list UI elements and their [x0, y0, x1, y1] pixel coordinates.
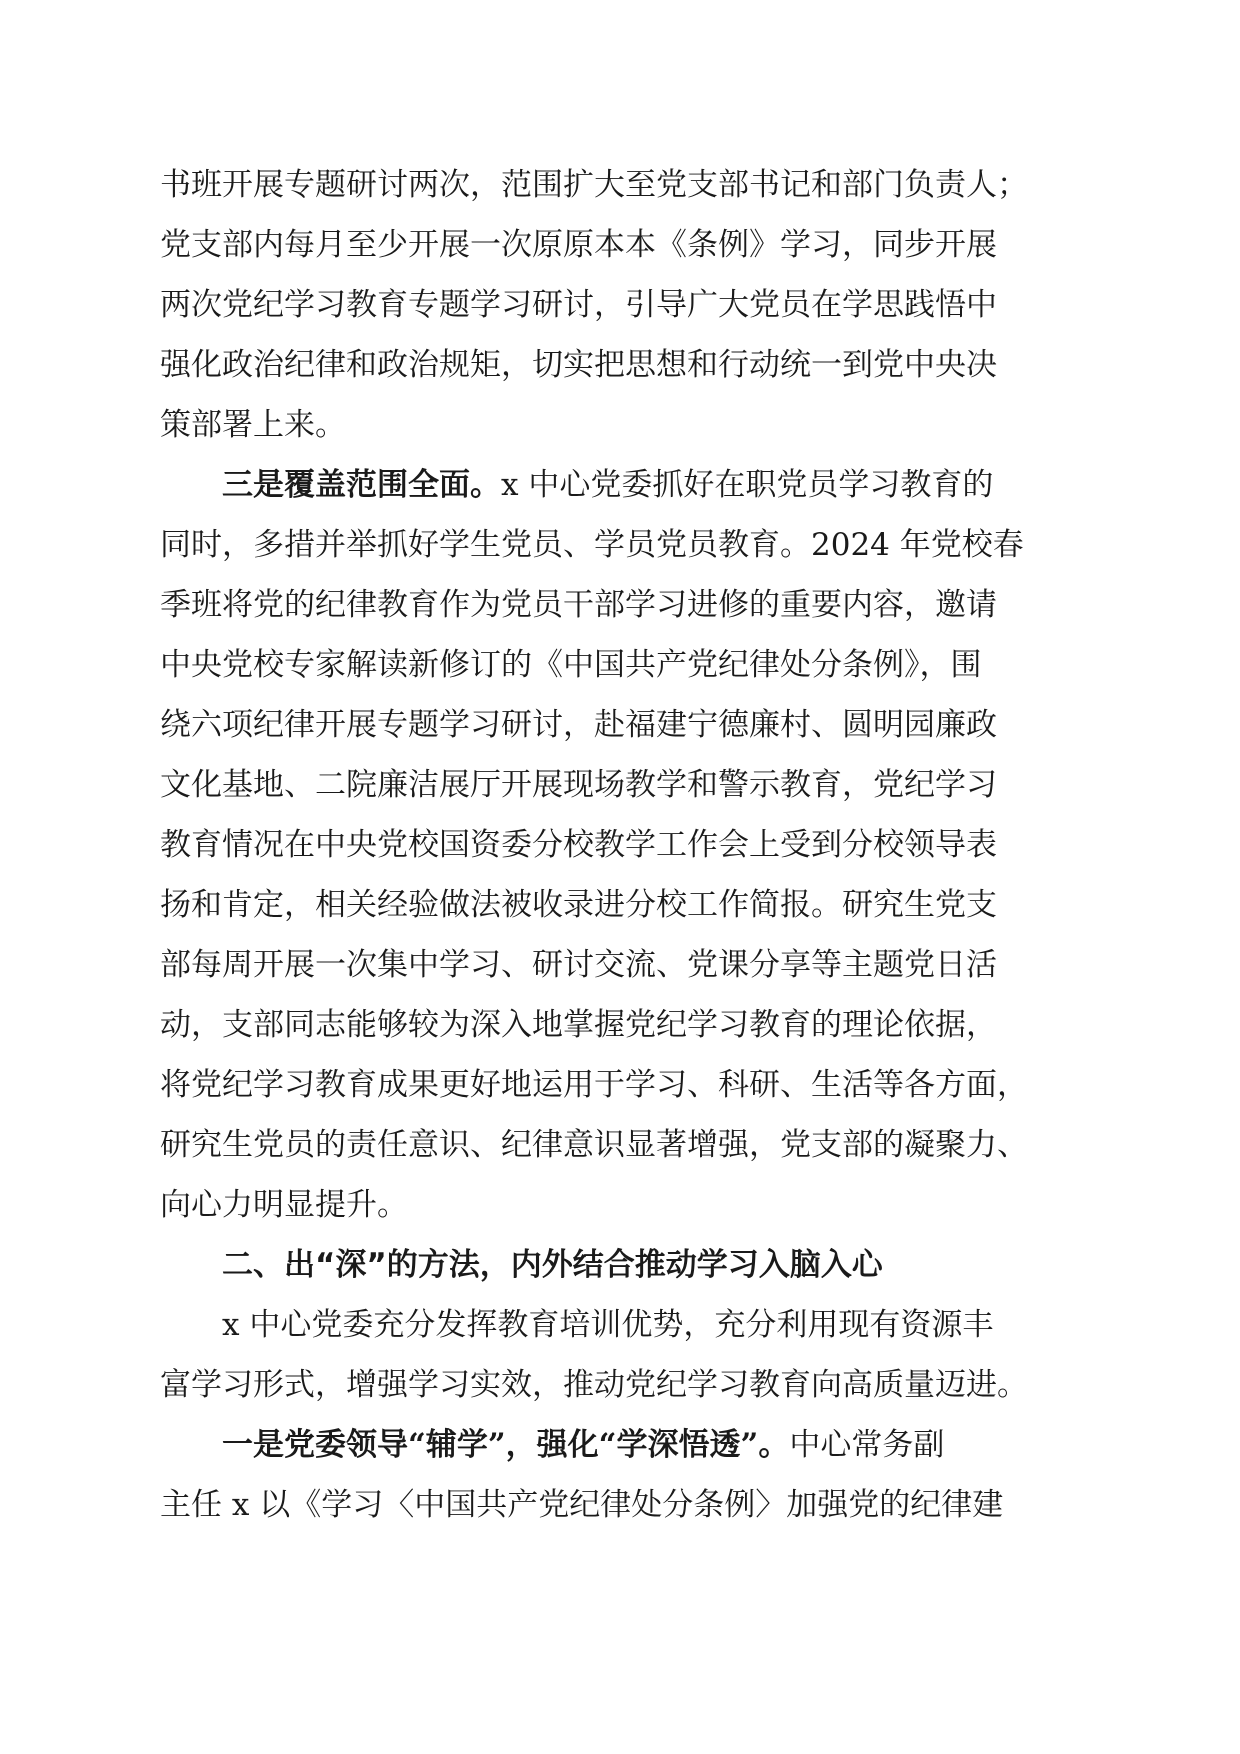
text-line: 文化基地、二院廉洁展厅开展现场教学和警示教育，党纪学习 [160, 767, 997, 803]
paragraph-coverage [160, 455, 1080, 1235]
paragraph-leadership [160, 1415, 1080, 1535]
text-line: 教育情况在中央党校国资委分校教学工作会上受到分校领导表 [160, 827, 997, 863]
text-line: 中央党校专家解读新修订的《中国共产党纪律处分条例》，围 [160, 647, 982, 683]
text-line: 研究生党员的责任意识、纪律意识显著增强，党支部的凝聚力、 [160, 1127, 1028, 1163]
text-line: 绕六项纪律开展专题学习研讨，赴福建宁德廉村、圆明园廉政 [160, 707, 997, 743]
text-line: 同时，多措并举抓好学生党员、学员党员教育。2024 年党校春 [160, 527, 1024, 563]
text-line: 扬和肯定，相关经验做法被收录进分校工作简报。研究生党支 [160, 887, 997, 923]
text-fragment: x 中心党委抓好在职党员学习教育的 [501, 467, 994, 503]
text-line: x 中心党委充分发挥教育培训优势，充分利用现有资源丰 [222, 1307, 994, 1343]
text-line: 季班将党的纪律教育作为党员干部学习进修的重要内容，邀请 [160, 587, 997, 623]
text-line: 向心力明显提升。 [160, 1187, 408, 1223]
text-line: 两次党纪学习教育专题学习研讨，引导广大党员在学思践悟中 [160, 287, 997, 323]
text-line: 富学习形式，增强学习实效，推动党纪学习教育向高质量迈进。 [160, 1367, 1028, 1403]
text-line: 动，支部同志能够较为深入地掌握党纪学习教育的理论依据， [160, 1007, 997, 1043]
section-heading: 二、出“深”的方法，内外结合推动学习入脑入心 [222, 1247, 883, 1283]
text-line: 将党纪学习教育成果更好地运用于学习、科研、生活等各方面， [160, 1067, 1028, 1103]
paragraph-continuation [160, 155, 1080, 455]
text-line [160, 455, 1080, 515]
text-line: 书班开展专题研讨两次，范围扩大至党支部书记和部门负责人； [160, 167, 1028, 203]
text-line: 党支部内每月至少开展一次原原本本《条例》学习，同步开展 [160, 227, 997, 263]
text-line: 主任 x 以《学习〈中国共产党纪律处分条例〉加强党的纪律建 [160, 1487, 1004, 1523]
text-line: 部每周开展一次集中学习、研讨交流、党课分享等主题党日活 [160, 947, 997, 983]
text-line: 强化政治纪律和政治规矩，切实把思想和行动统一到党中央决 [160, 347, 997, 383]
text-fragment: 中心常务副 [789, 1427, 945, 1463]
paragraph-lead: 三是覆盖范围全面。 [222, 467, 501, 503]
paragraph-section-intro [160, 1295, 1080, 1415]
text-line: 策部署上来。 [160, 407, 346, 443]
paragraph-lead: 一是党委领导“辅学”，强化“学深悟透”。 [222, 1427, 790, 1463]
text-line [160, 1415, 1080, 1475]
document-body [160, 155, 1080, 1535]
